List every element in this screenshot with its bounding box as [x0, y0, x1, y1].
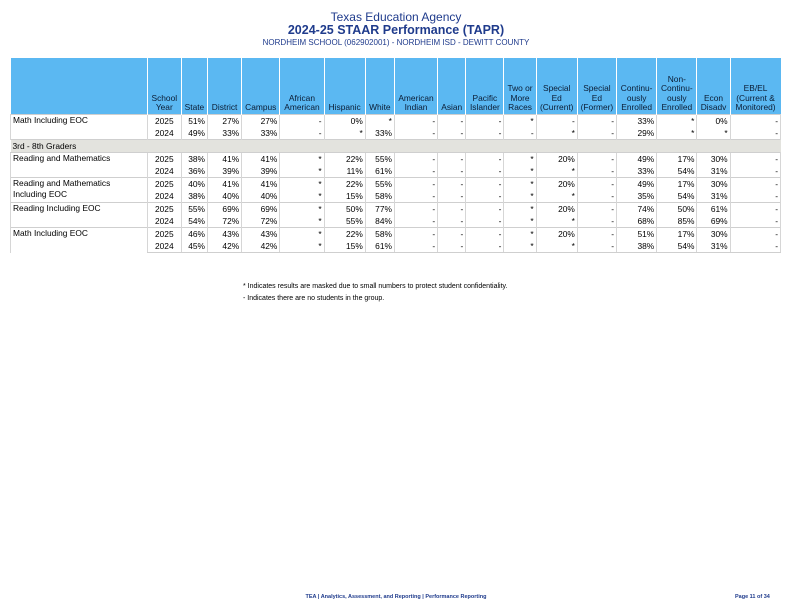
value-cell: 0% — [697, 115, 730, 128]
value-cell: 41% — [208, 178, 242, 191]
value-cell: - — [438, 215, 466, 228]
column-header: Special Ed (Former) — [577, 58, 616, 115]
value-cell: - — [394, 203, 437, 216]
value-cell: 85% — [657, 215, 697, 228]
report-title: 2024-25 STAAR Performance (TAPR) — [287, 23, 505, 37]
value-cell: 0% — [324, 115, 365, 128]
section-title: 3rd - 8th Graders — [11, 140, 781, 153]
value-cell: 43% — [208, 228, 242, 241]
value-cell: 49% — [617, 153, 657, 166]
value-cell: 30% — [697, 153, 730, 166]
column-header: Continu- ously Enrolled — [617, 58, 657, 115]
value-cell: - — [438, 178, 466, 191]
value-cell: 42% — [242, 240, 280, 253]
value-cell: - — [577, 228, 616, 241]
value-cell: * — [536, 240, 577, 253]
value-cell: 69% — [208, 203, 242, 216]
value-cell: - — [466, 203, 504, 216]
value-cell: 55% — [365, 153, 394, 166]
value-cell: 15% — [324, 240, 365, 253]
value-cell: * — [280, 228, 324, 241]
value-cell: 11% — [324, 165, 365, 178]
value-cell: - — [577, 127, 616, 140]
value-cell: * — [504, 240, 536, 253]
value-cell: 33% — [242, 127, 280, 140]
value-cell: 41% — [208, 153, 242, 166]
table-row — [11, 228, 781, 241]
value-cell: 55% — [365, 178, 394, 191]
footnote-masked: * Indicates results are masked due to small numbers to protect student confidentiality. — [243, 283, 508, 290]
value-cell: 17% — [657, 178, 697, 191]
value-cell: * — [504, 153, 536, 166]
value-cell: 27% — [242, 115, 280, 128]
value-cell: 84% — [365, 215, 394, 228]
value-cell: * — [536, 165, 577, 178]
agency-name: Texas Education Agency — [330, 10, 462, 24]
value-cell: - — [577, 153, 616, 166]
value-cell: * — [536, 127, 577, 140]
value-cell: 27% — [208, 115, 242, 128]
value-cell: - — [280, 115, 324, 128]
value-cell: - — [730, 190, 780, 203]
campus-subtitle: NORDHEIM SCHOOL (062902001) - NORDHEIM ISD - DEWITT COUNTY — [262, 38, 530, 47]
column-header: School Year — [147, 58, 181, 115]
value-cell: 58% — [365, 228, 394, 241]
value-cell: 20% — [536, 228, 577, 241]
value-cell: 54% — [181, 215, 207, 228]
value-cell: 46% — [181, 228, 207, 241]
value-cell: 20% — [536, 178, 577, 191]
value-cell: 54% — [657, 240, 697, 253]
value-cell: - — [504, 127, 536, 140]
value-cell: - — [730, 240, 780, 253]
value-cell: 33% — [617, 115, 657, 128]
value-cell: * — [280, 178, 324, 191]
value-cell: * — [365, 115, 394, 128]
value-cell: - — [394, 153, 437, 166]
value-cell: - — [394, 178, 437, 191]
value-cell: 61% — [365, 165, 394, 178]
value-cell: - — [438, 115, 466, 128]
value-cell: - — [466, 215, 504, 228]
value-cell: - — [438, 153, 466, 166]
value-cell: 41% — [242, 153, 280, 166]
value-cell: 22% — [324, 178, 365, 191]
value-cell: 61% — [365, 240, 394, 253]
value-cell: 35% — [617, 190, 657, 203]
column-header: EB/EL (Current & Monitored) — [730, 58, 780, 115]
value-cell: * — [657, 115, 697, 128]
footer-credit: TEA | Analytics, Assessment, and Reporting | Performance Reporting — [305, 594, 487, 600]
value-cell: - — [730, 165, 780, 178]
column-header: State — [181, 58, 207, 115]
value-cell: - — [730, 203, 780, 216]
column-header: Special Ed (Current) — [536, 58, 577, 115]
value-cell: 55% — [324, 215, 365, 228]
value-cell: 36% — [181, 165, 207, 178]
subject-label: Reading and Mathematics — [11, 153, 148, 178]
value-cell: * — [504, 228, 536, 241]
column-header: Asian — [438, 58, 466, 115]
value-cell: 29% — [617, 127, 657, 140]
value-cell: 17% — [657, 228, 697, 241]
school-year-cell: 2025 — [147, 178, 181, 191]
value-cell: - — [536, 115, 577, 128]
value-cell: 40% — [208, 190, 242, 203]
value-cell: * — [280, 240, 324, 253]
value-cell: 31% — [697, 190, 730, 203]
value-cell: - — [730, 178, 780, 191]
school-year-cell: 2025 — [147, 203, 181, 216]
subject-label: Math Including EOC — [11, 228, 148, 253]
section-header-row — [11, 140, 781, 153]
value-cell: - — [466, 178, 504, 191]
value-cell: 68% — [617, 215, 657, 228]
value-cell: - — [577, 115, 616, 128]
value-cell: - — [577, 215, 616, 228]
value-cell: 31% — [697, 165, 730, 178]
value-cell: 22% — [324, 228, 365, 241]
column-header — [11, 58, 148, 115]
value-cell: 33% — [617, 165, 657, 178]
value-cell: 51% — [181, 115, 207, 128]
value-cell: * — [504, 203, 536, 216]
value-cell: - — [280, 127, 324, 140]
value-cell: - — [466, 153, 504, 166]
value-cell: - — [394, 240, 437, 253]
footnote-no-students: - Indicates there are no students in the group. — [243, 295, 385, 302]
value-cell: - — [438, 165, 466, 178]
column-header: Non- Continu- ously Enrolled — [657, 58, 697, 115]
value-cell: * — [504, 165, 536, 178]
column-header: Hispanic — [324, 58, 365, 115]
value-cell: 39% — [242, 165, 280, 178]
value-cell: - — [438, 190, 466, 203]
value-cell: 20% — [536, 203, 577, 216]
value-cell: 17% — [657, 153, 697, 166]
value-cell: 72% — [208, 215, 242, 228]
column-header: District — [208, 58, 242, 115]
value-cell: 22% — [324, 153, 365, 166]
column-header-row — [11, 58, 781, 115]
value-cell: * — [697, 127, 730, 140]
value-cell: - — [730, 153, 780, 166]
subject-label: Reading and Mathematics Including EOC — [11, 178, 148, 203]
value-cell: 58% — [365, 190, 394, 203]
table-row — [11, 115, 781, 128]
value-cell: - — [730, 115, 780, 128]
column-header: Econ Disadv — [697, 58, 730, 115]
value-cell: - — [466, 127, 504, 140]
value-cell: * — [280, 203, 324, 216]
column-header: Pacific Islander — [466, 58, 504, 115]
value-cell: 49% — [617, 178, 657, 191]
column-header: Two or More Races — [504, 58, 536, 115]
value-cell: 41% — [242, 178, 280, 191]
value-cell: - — [466, 228, 504, 241]
value-cell: * — [280, 153, 324, 166]
value-cell: 30% — [697, 228, 730, 241]
value-cell: - — [730, 215, 780, 228]
value-cell: 38% — [181, 153, 207, 166]
value-cell: 69% — [697, 215, 730, 228]
school-year-cell: 2025 — [147, 228, 181, 241]
value-cell: 74% — [617, 203, 657, 216]
value-cell: - — [394, 190, 437, 203]
subject-label: Reading Including EOC — [11, 203, 148, 228]
value-cell: - — [394, 165, 437, 178]
value-cell: - — [394, 115, 437, 128]
value-cell: - — [466, 190, 504, 203]
school-year-cell: 2024 — [147, 240, 181, 253]
value-cell: 15% — [324, 190, 365, 203]
value-cell: 33% — [208, 127, 242, 140]
value-cell: - — [730, 228, 780, 241]
value-cell: 61% — [697, 203, 730, 216]
table-body — [11, 115, 781, 253]
value-cell: - — [577, 240, 616, 253]
value-cell: * — [280, 165, 324, 178]
value-cell: 39% — [208, 165, 242, 178]
value-cell: - — [438, 228, 466, 241]
value-cell: 38% — [617, 240, 657, 253]
value-cell: - — [577, 203, 616, 216]
value-cell: - — [577, 190, 616, 203]
value-cell: 51% — [617, 228, 657, 241]
staar-performance-table — [10, 58, 781, 253]
footnotes — [243, 281, 507, 305]
value-cell: * — [280, 190, 324, 203]
value-cell: - — [438, 203, 466, 216]
value-cell: - — [466, 240, 504, 253]
school-year-cell: 2024 — [147, 215, 181, 228]
value-cell: - — [577, 178, 616, 191]
value-cell: - — [438, 127, 466, 140]
subject-label: Math Including EOC — [11, 115, 148, 140]
value-cell: 33% — [365, 127, 394, 140]
value-cell: * — [504, 115, 536, 128]
value-cell: 50% — [324, 203, 365, 216]
value-cell: * — [504, 215, 536, 228]
school-year-cell: 2025 — [147, 153, 181, 166]
value-cell: - — [730, 127, 780, 140]
value-cell: 49% — [181, 127, 207, 140]
value-cell: 40% — [242, 190, 280, 203]
value-cell: 72% — [242, 215, 280, 228]
value-cell: - — [394, 127, 437, 140]
school-year-cell: 2024 — [147, 127, 181, 140]
value-cell: 42% — [208, 240, 242, 253]
value-cell: 50% — [657, 203, 697, 216]
table-row — [11, 178, 781, 191]
value-cell: * — [280, 215, 324, 228]
value-cell: - — [577, 165, 616, 178]
value-cell: 55% — [181, 203, 207, 216]
value-cell: * — [504, 178, 536, 191]
value-cell: 45% — [181, 240, 207, 253]
value-cell: 30% — [697, 178, 730, 191]
value-cell: * — [536, 190, 577, 203]
value-cell: * — [504, 190, 536, 203]
value-cell: - — [466, 165, 504, 178]
value-cell: 40% — [181, 178, 207, 191]
column-header: African American — [280, 58, 324, 115]
value-cell: 54% — [657, 165, 697, 178]
value-cell: 38% — [181, 190, 207, 203]
value-cell: * — [324, 127, 365, 140]
value-cell: 77% — [365, 203, 394, 216]
column-header: Campus — [242, 58, 280, 115]
value-cell: * — [657, 127, 697, 140]
school-year-cell: 2025 — [147, 115, 181, 128]
value-cell: - — [466, 115, 504, 128]
page-number: Page 11 of 34 — [735, 594, 770, 600]
value-cell: - — [394, 228, 437, 241]
school-year-cell: 2024 — [147, 165, 181, 178]
value-cell: 43% — [242, 228, 280, 241]
table-row — [11, 203, 781, 216]
value-cell: 54% — [657, 190, 697, 203]
value-cell: 69% — [242, 203, 280, 216]
value-cell: 20% — [536, 153, 577, 166]
table-row — [11, 153, 781, 166]
school-year-cell: 2024 — [147, 190, 181, 203]
value-cell: - — [394, 215, 437, 228]
value-cell: - — [438, 240, 466, 253]
column-header: American Indian — [394, 58, 437, 115]
column-header: White — [365, 58, 394, 115]
value-cell: * — [536, 215, 577, 228]
value-cell: 31% — [697, 240, 730, 253]
